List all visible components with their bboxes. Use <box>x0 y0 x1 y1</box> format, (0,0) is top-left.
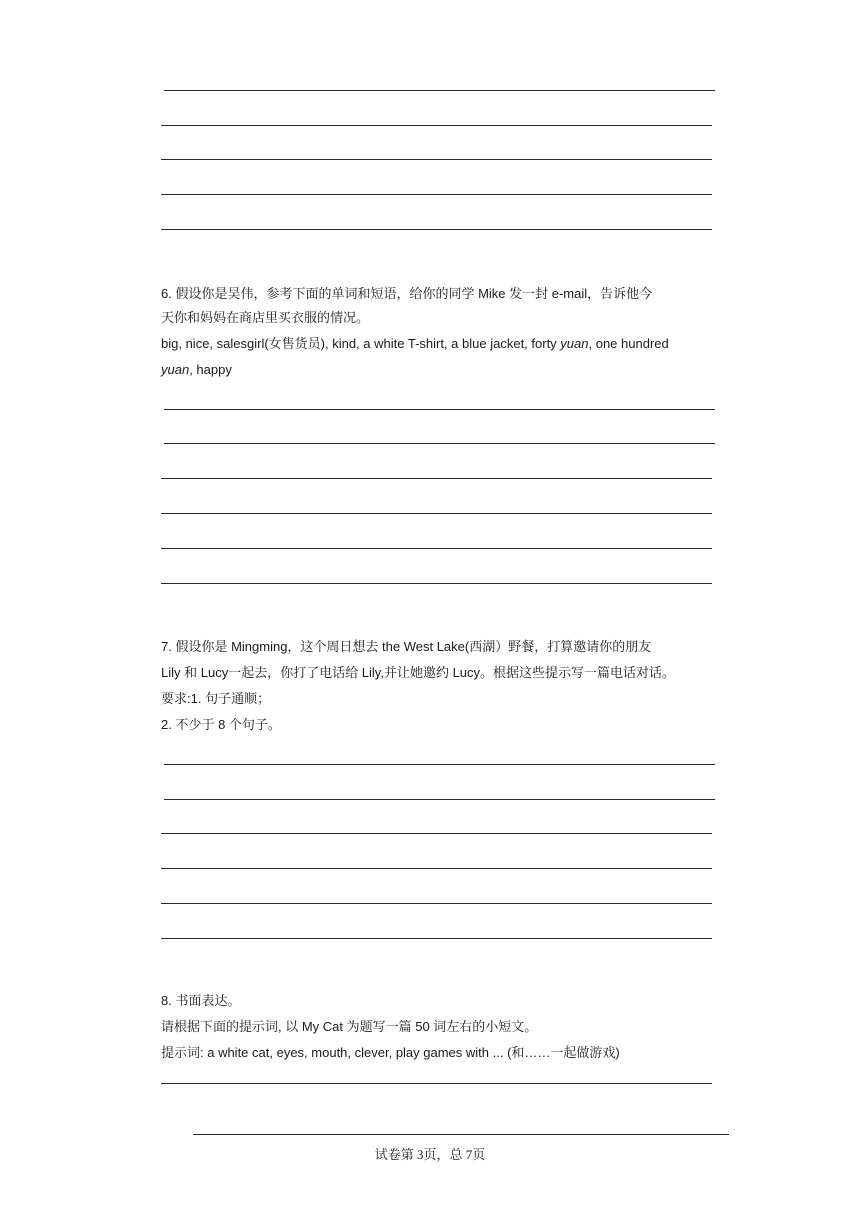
answer-line <box>164 443 715 444</box>
answer-line <box>161 159 712 160</box>
question-7-line-1: 7. 假设你是 Mingming，这个周日想去 the West Lake(西湖）野餐，打算邀请你的朋友 <box>161 639 652 654</box>
hints-italic-yuan: yuan <box>161 362 190 377</box>
hints-text: , happy <box>189 362 232 377</box>
question-7-line-2: Lily 和 Lucy一起去，你打了电话给 Lily,并让她邀约 Lucy。根据这些提示写一篇电话对话。 <box>161 665 676 680</box>
answer-line <box>164 409 715 410</box>
answer-line <box>161 513 712 514</box>
question-6-hints-line-2 <box>161 357 741 383</box>
answer-line <box>161 125 712 126</box>
question-6-hints-line-1 <box>161 331 741 357</box>
answer-line <box>164 764 715 765</box>
answer-line <box>161 938 712 939</box>
answer-line <box>161 1083 712 1084</box>
hints-text: big, nice, salesgirl(女售货员), kind, a white T-shirt, a blue jacket, forty <box>161 336 561 351</box>
answer-line <box>161 194 712 195</box>
page-number: 试卷第 3页，总 7页 <box>374 1147 486 1162</box>
question-8-hint-words: 提示词: a white cat, eyes, mouth, clever, play games with ... (和……一起做游戏) <box>161 1045 620 1060</box>
hints-italic-yuan: yuan <box>560 336 589 351</box>
answer-line <box>161 833 712 834</box>
question-8-instruction: 请根据下面的提示词, 以 My Cat 为题写一篇 50 词左右的小短文。 <box>161 1019 538 1034</box>
answer-line <box>164 90 715 91</box>
question-7-requirement-1: 要求:1. 句子通顺； <box>161 691 271 706</box>
answer-line <box>161 478 712 479</box>
question-6-line-2: 天你和妈妈在商店里买衣服的情况。 <box>161 310 370 325</box>
answer-line <box>161 548 712 549</box>
footer-divider <box>193 1134 729 1135</box>
answer-line <box>164 799 715 800</box>
answer-line <box>161 868 712 869</box>
answer-line <box>161 903 712 904</box>
question-8-title: 8. 书面表达。 <box>161 993 241 1008</box>
answer-line <box>161 583 712 584</box>
answer-line <box>161 229 712 230</box>
question-6-line-1: 6. 假设你是吴伟，参考下面的单词和短语，给你的同学 Mike 发一封 e-mail，告诉他今 <box>161 286 653 301</box>
hints-text: , one hundred <box>588 336 669 351</box>
question-7-requirement-2: 2. 不少于 8 个句子。 <box>161 717 281 732</box>
